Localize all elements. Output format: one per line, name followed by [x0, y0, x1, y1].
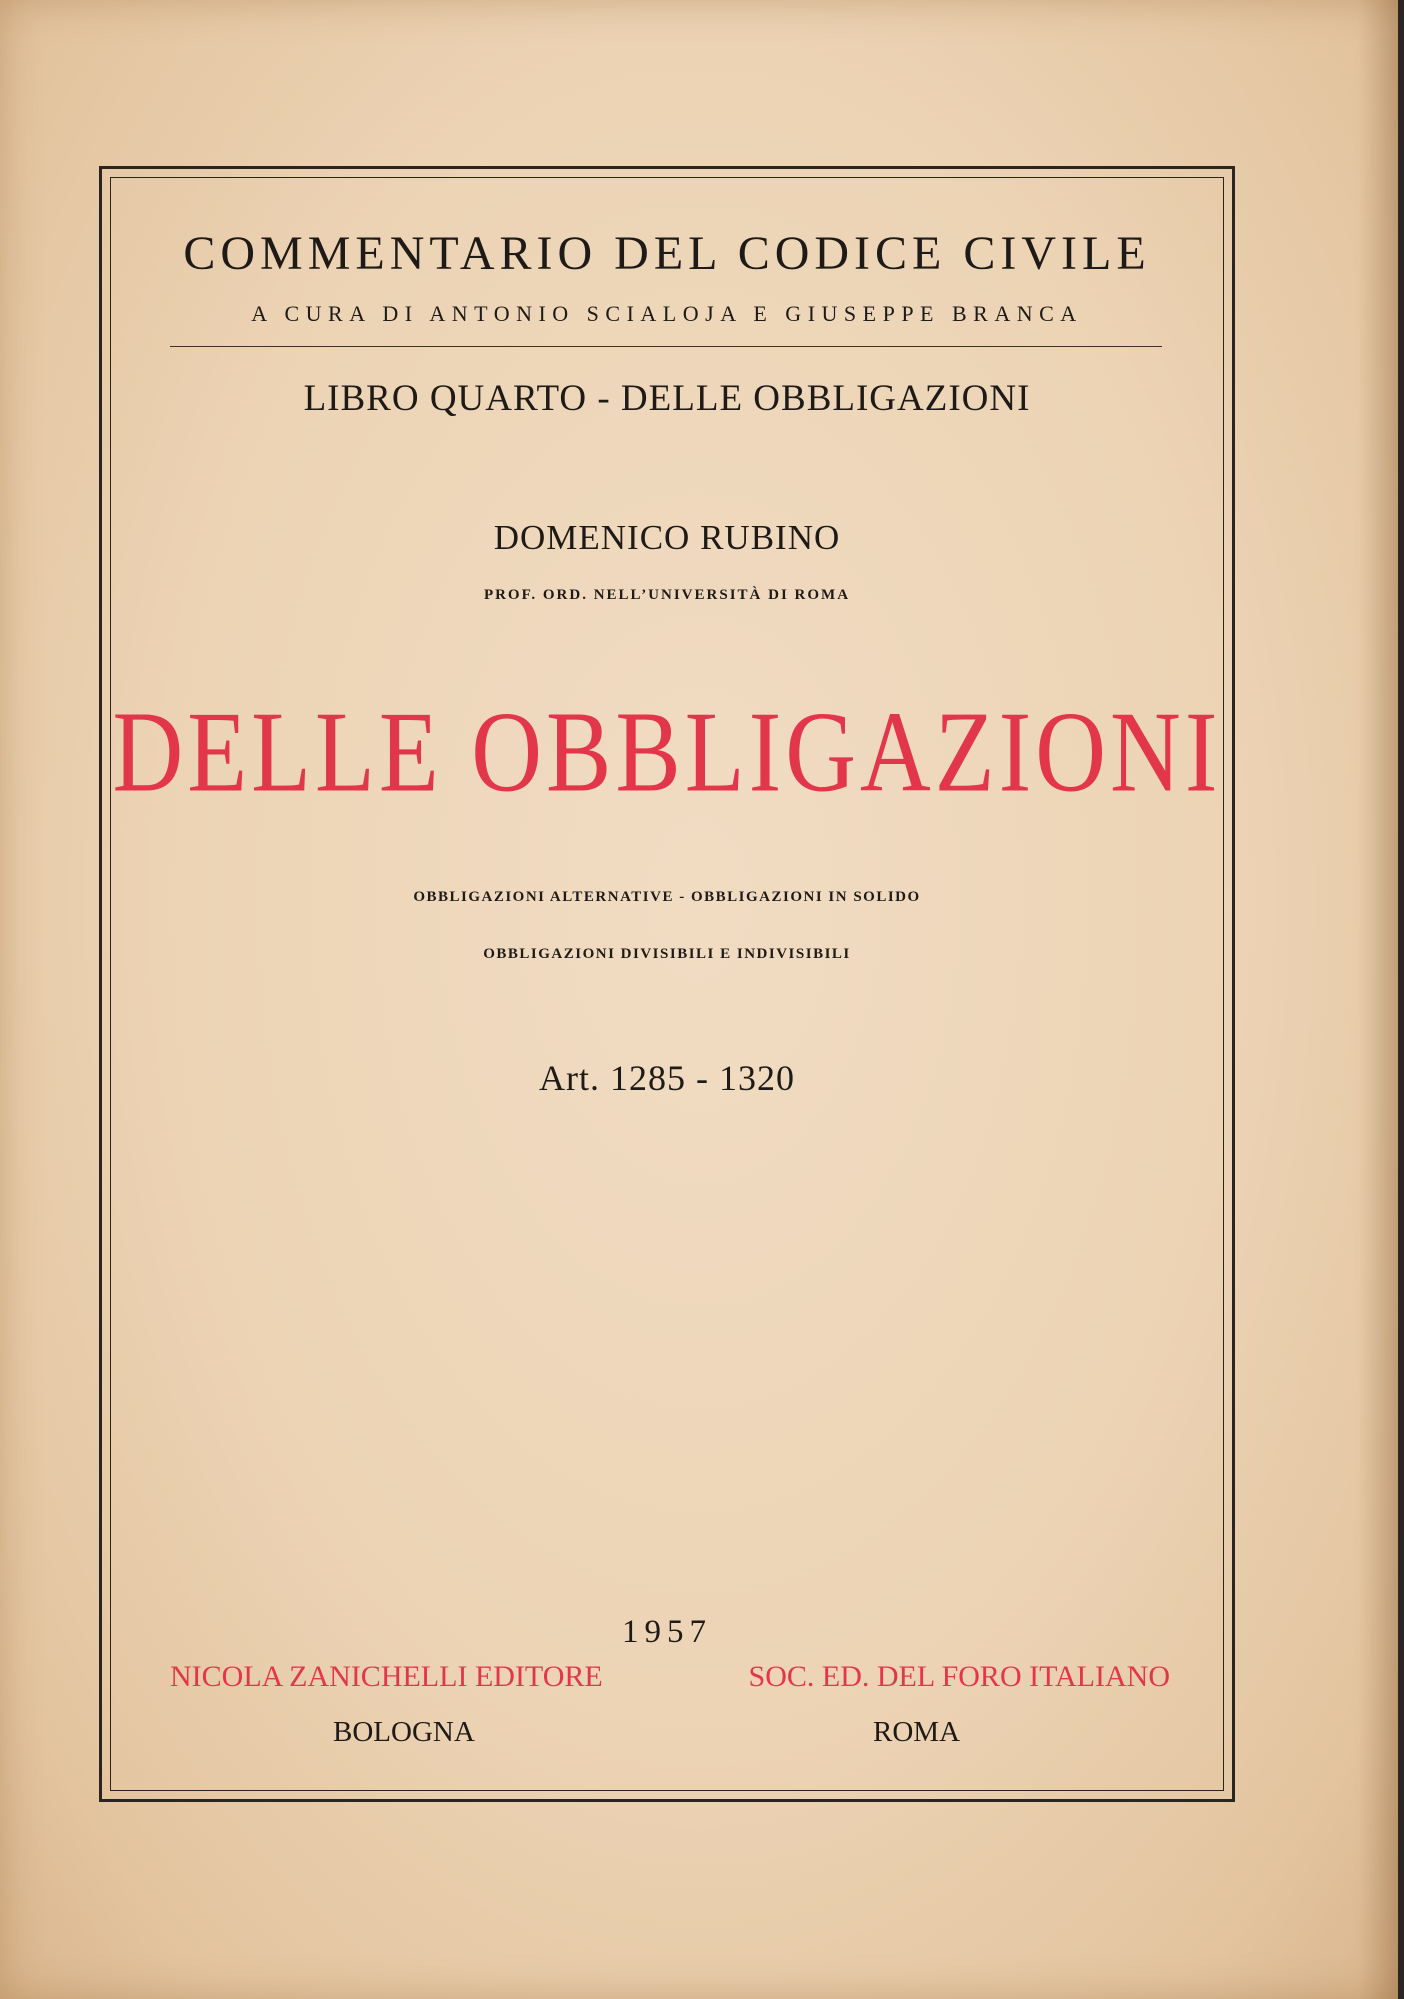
article-range: Art. 1285 - 1320 — [539, 1058, 795, 1098]
series-title: COMMENTARIO DEL CODICE CIVILE — [183, 227, 1151, 280]
subtitle-line-1: OBBLIGAZIONI ALTERNATIVE - OBBLIGAZIONI IN SOLIDO — [413, 889, 921, 905]
series-editors: A CURA DI ANTONIO SCIALOJA E GIUSEPPE BRANCA — [251, 301, 1083, 326]
city-right: ROMA — [873, 1716, 961, 1748]
book-part-title: LIBRO QUARTO - DELLE OBBLIGAZIONI — [303, 378, 1031, 419]
main-title: DELLE OBBLIGAZIONI — [112, 689, 1222, 817]
page-edge-shadow — [1358, 0, 1398, 1999]
header-divider — [170, 346, 1162, 347]
publisher-right: SOC. ED. DEL FORO ITALIANO — [748, 1660, 1170, 1693]
city-left: BOLOGNA — [333, 1716, 475, 1748]
publisher-left: NICOLA ZANICHELLI EDITORE — [170, 1660, 603, 1693]
inner-border-frame — [110, 177, 1224, 1791]
subtitle-line-2: OBBLIGAZIONI DIVISIBILI E INDIVISIBILI — [483, 946, 851, 962]
author-role: PROF. ORD. NELL’UNIVERSITÀ DI ROMA — [483, 587, 851, 603]
author-name: DOMENICO RUBINO — [493, 518, 841, 557]
publication-year: 1957 — [622, 1614, 712, 1650]
